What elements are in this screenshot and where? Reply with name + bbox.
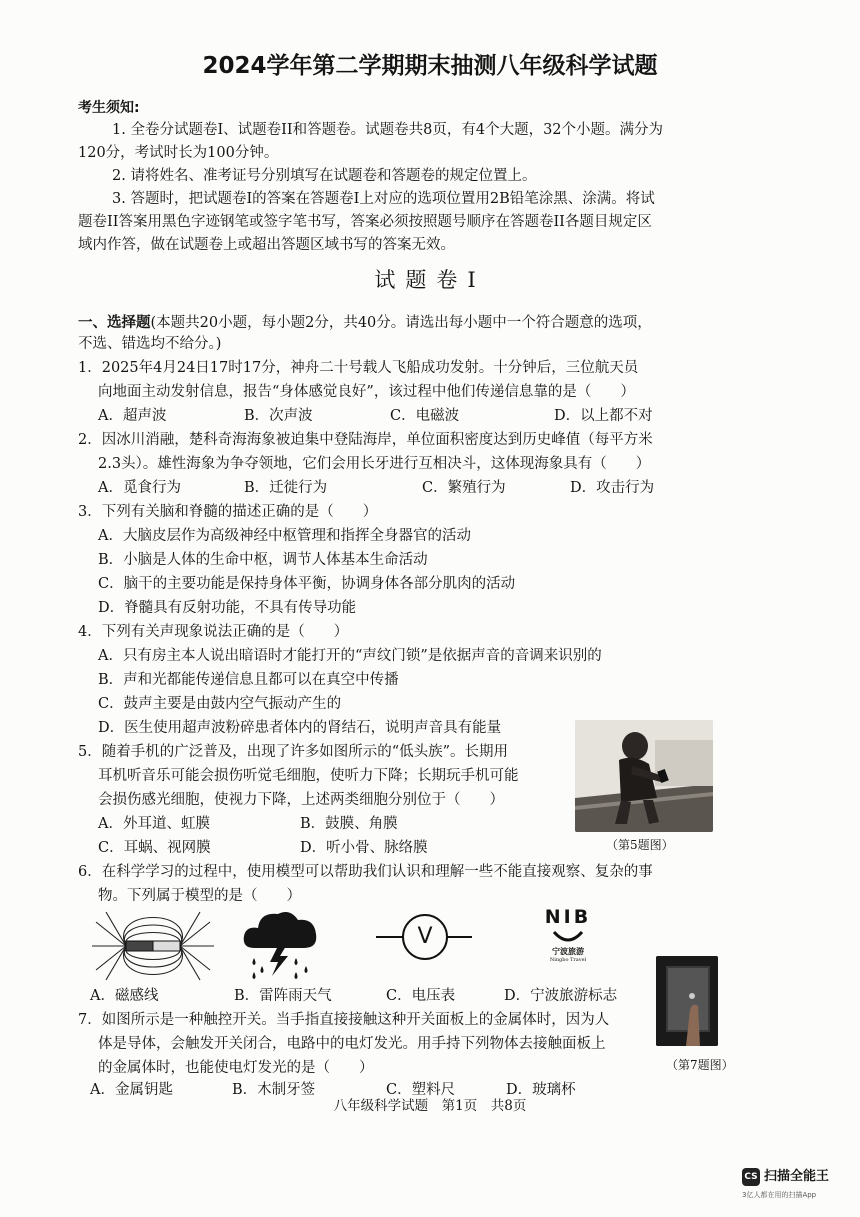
voltmeter-letter: V [402, 914, 448, 960]
q6-option-b: B．雷阵雨天气 [234, 988, 332, 1004]
page-title: 2024学年第二学期期末抽测八年级科学试题 [202, 53, 658, 79]
q1-stem: 向地面主动发射信息，报告“身体感觉良好”，该过程中他们传递信息靠的是（ ） [98, 384, 635, 400]
q6-option-a: A．磁感线 [90, 988, 159, 1004]
magnetic-field-lines-figure [88, 908, 218, 988]
q4-option-b: B．声和光都能传递信息且都可以在真空中传播 [98, 672, 399, 688]
q5-photo [575, 720, 713, 832]
q6-option-d: D．宁波旅游标志 [504, 988, 618, 1004]
scanner-watermark [742, 1166, 842, 1206]
part1-desc-line1 [78, 313, 652, 333]
q7-stem: 的金属体时，也能使电灯发光的是（ ） [98, 1060, 374, 1076]
page-footer: 八年级科学试题 第1页 共8页 [333, 1098, 527, 1114]
q2-option-d: D．攻击行为 [570, 480, 655, 496]
q7-stem: 7．如图所示是一种触控开关。当手指直接接触这种开关面板上的金属体时，因为人 [78, 1012, 610, 1028]
q4-option-a: A．只有房主本人说出暗语时才能打开的“声纹门锁”是依据声音的音调来识别的 [98, 648, 602, 664]
voltmeter-symbol [376, 912, 472, 962]
q2-option-a: A．觅食行为 [98, 480, 181, 496]
q7-option-a: A．金属钥匙 [90, 1082, 173, 1098]
q6-stem: 6．在科学学习的过程中，使用模型可以帮助我们认识和理解一些不能直接观察、复杂的事 [78, 864, 653, 880]
q1-option-c: C．电磁波 [390, 408, 460, 424]
q2-stem: 2.3头）。雄性海象为争夺领地，它们会用长牙进行互相决斗，这体现海象具有（ ） [98, 456, 651, 472]
q2-option-b: B．迁徙行为 [244, 480, 328, 496]
q4-option-d: D．医生使用超声波粉碎患者体内的肾结石，说明声音具有能量 [98, 720, 502, 736]
notice-heading: 考生须知: [78, 100, 140, 116]
notice-line: 3. 答题时，把试题卷I的答案在答题卷I上对应的选项位置用2B铅笔涂黑、涂满。将试 [112, 191, 655, 207]
q5-option-d: D．听小骨、脉络膜 [300, 840, 428, 856]
notice-line: 1. 全卷分试题卷I、试题卷II和答题卷。试题卷共8页，有4个大题，32个小题。满分为 [112, 122, 664, 138]
q3-option-c: C．脑干的主要功能是保持身体平衡，协调身体各部分肌肉的活动 [98, 576, 516, 592]
q1-option-d: D．以上都不对 [554, 408, 653, 424]
q5-stem: 会损伤感光细胞，使视力下降，上述两类细胞分别位于（ ） [98, 792, 504, 808]
q2-stem: 2．因冰川消融，楚科奇海海象被迫集中登陆海岸，单位面积密度达到历史峰值（每平方米 [78, 432, 653, 448]
touch-switch-illustration [656, 956, 718, 1046]
q3-stem: 3．下列有关脑和脊髓的描述正确的是（ ） [78, 504, 378, 520]
q4-option-c: C．鼓声主要是由鼓内空气振动产生的 [98, 696, 342, 712]
q5-stem: 耳机听音乐可能会损伤听觉毛细胞，使听力下降；长期玩手机可能 [98, 768, 519, 784]
thunderstorm-cloud-icon [240, 906, 320, 988]
q7-photo [656, 956, 718, 1046]
logo-letters: NIB [544, 906, 592, 928]
section-title: 试题卷I [374, 268, 486, 292]
part1-desc-line2: 不选、错选均不给分。) [78, 336, 222, 352]
q6-stem: 物。下列属于模型的是（ ） [98, 888, 301, 904]
q3-option-b: B．小脑是人体的生命中枢，调节人体基本生命活动 [98, 552, 428, 568]
logo-en: Ningbo Travel [549, 957, 587, 963]
q7-option-c: C．塑料尺 [386, 1082, 456, 1098]
watermark-sub: 3亿人都在用的扫描App [742, 1191, 817, 1199]
camscanner-logo-icon: CS [742, 1168, 760, 1186]
q1-option-a: A．超声波 [98, 408, 167, 424]
q1-stem: 1．2025年4月24日17时17分，神舟二十号载人飞船成功发射。十分钟后，三位航天员 [78, 360, 639, 376]
notice-line: 域内作答，做在试题卷上或超出答题区域书写的答案无效。 [78, 237, 455, 253]
q5-stem: 5．随着手机的广泛普及，出现了许多如图所示的“低头族”。长期用 [78, 744, 509, 760]
q3-option-a: A．大脑皮层作为高级神经中枢管理和指挥全身器官的活动 [98, 528, 471, 544]
part1-desc: (本题共20小题，每小题2分，共40分。请选出每小题中一个符合题意的选项， [150, 315, 652, 331]
q5-option-c: C．耳蜗、视网膜 [98, 840, 211, 856]
phone-user-illustration [575, 720, 713, 832]
ningbo-tourism-logo [530, 906, 606, 978]
part1-heading: 一、选择题 [78, 315, 151, 331]
q7-stem: 体是导体，会触发开关闭合，电路中的电灯发光。用手持下列物体去接触面板上 [98, 1036, 606, 1052]
q2-option-c: C．繁殖行为 [422, 480, 506, 496]
q5-option-b: B．鼓膜、角膜 [300, 816, 398, 832]
q1-option-b: B．次声波 [244, 408, 313, 424]
smile-icon [548, 930, 588, 946]
watermark-name: 扫描全能王 [764, 1169, 830, 1184]
logo-cn: 宁波旅游 [552, 946, 584, 956]
q5-caption: （第5题图） [606, 838, 674, 852]
q7-option-d: D．玻璃杯 [506, 1082, 576, 1098]
notice-line: 2. 请将姓名、准考证号分别填写在试题卷和答题卷的规定位置上。 [112, 168, 537, 184]
notice-line: 题卷II答案用黑色字迹钢笔或签字笔书写，答案必须按照题号顺序在答题卷II各题目规定区 [78, 214, 652, 230]
notice-line: 120分，考试时长为100分钟。 [78, 145, 279, 161]
q6-option-c: C．电压表 [386, 988, 456, 1004]
q7-option-b: B．木制牙签 [232, 1082, 316, 1098]
q5-option-a: A．外耳道、虹膜 [98, 816, 210, 832]
q7-caption: （第7题图） [666, 1058, 734, 1072]
q4-stem: 4．下列有关声现象说法正确的是（ ） [78, 624, 349, 640]
q3-option-d: D．脊髓具有反射功能，不具有传导功能 [98, 600, 357, 616]
